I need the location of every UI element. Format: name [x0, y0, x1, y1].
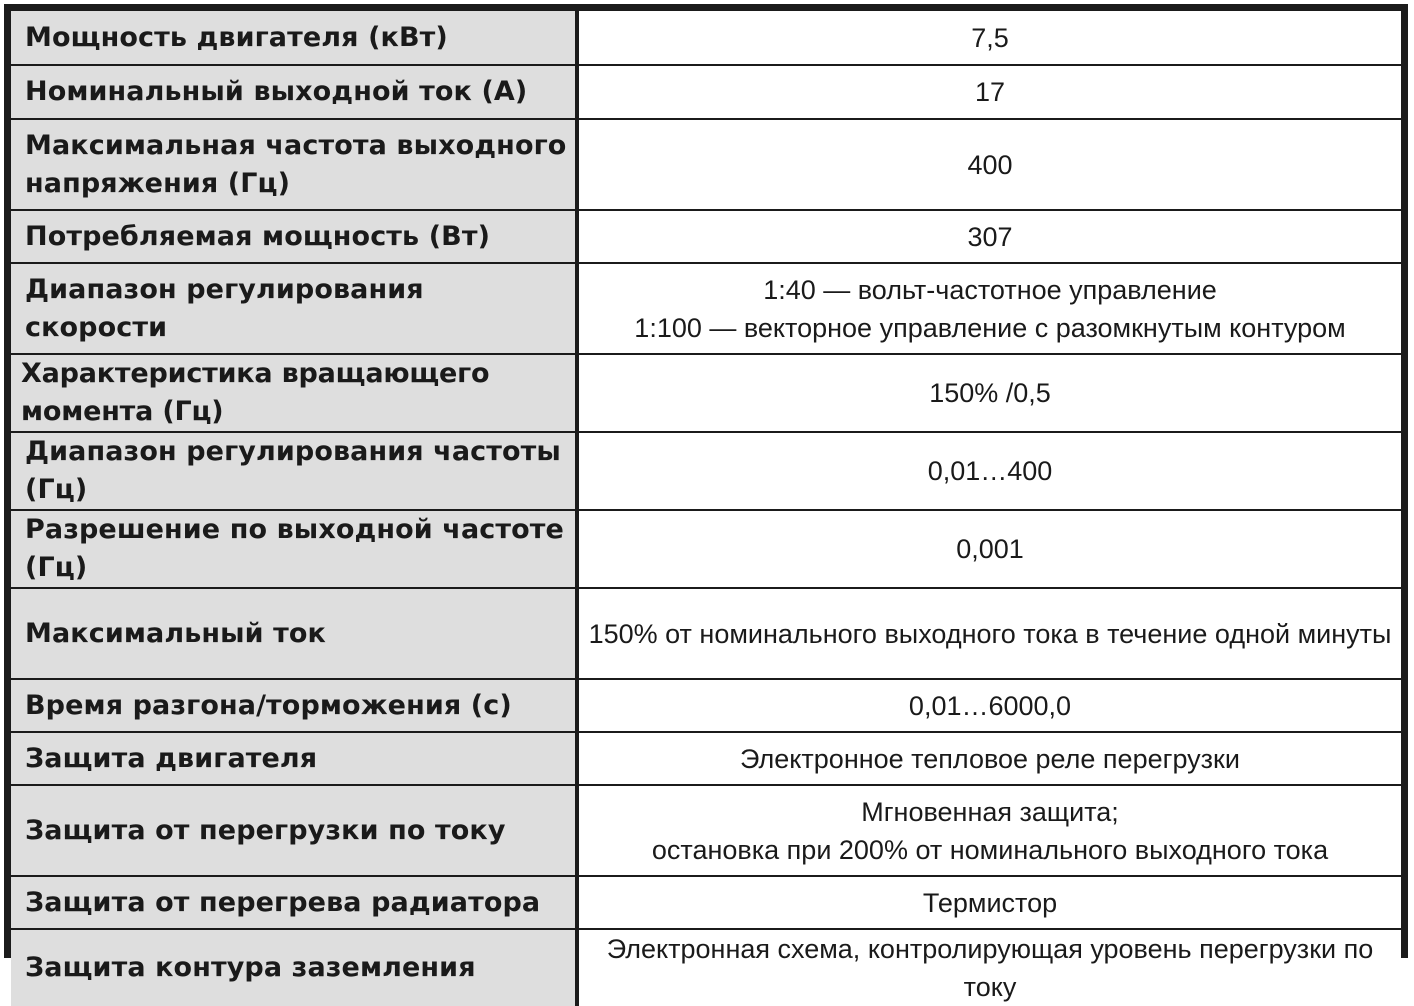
- row-label: Разрешение по выходной частоте (Гц): [11, 509, 579, 587]
- row-value: 17: [579, 64, 1401, 118]
- row-label: Защита от перегрева радиатора: [11, 875, 579, 928]
- row-label: Диапазон регулирования частоты (Гц): [11, 431, 579, 509]
- row-label: Диапазон регулирования скорости: [11, 262, 579, 353]
- row-value: Мгновенная защита; остановка при 200% от номинального выходного тока: [579, 784, 1401, 875]
- row-value: 0,01…6000,0: [579, 678, 1401, 731]
- spec-table-frame: [4, 4, 1408, 1002]
- row-value: 307: [579, 209, 1401, 262]
- row-value: 0,001: [579, 509, 1401, 587]
- table-row: [11, 509, 1401, 587]
- row-label: Максимальный ток: [11, 587, 579, 678]
- table-row: [11, 118, 1401, 209]
- row-value: 400: [579, 118, 1401, 209]
- row-label: Защита от перегрузки по току: [11, 784, 579, 875]
- row-label: Потребляемая мощность (Вт): [11, 209, 579, 262]
- table-row: [11, 11, 1401, 64]
- row-label: Номинальный выходной ток (А): [11, 64, 579, 118]
- row-label: Защита контура заземления: [11, 928, 579, 1006]
- table-row: [11, 431, 1401, 509]
- row-value: 150% /0,5: [579, 353, 1401, 431]
- table-row: [11, 209, 1401, 262]
- row-value: 7,5: [579, 11, 1401, 64]
- row-label: Мощность двигателя (кВт): [11, 11, 579, 64]
- table-row: [11, 587, 1401, 678]
- table-row: [11, 262, 1401, 353]
- spec-table: [11, 11, 1401, 1006]
- table-row: [11, 784, 1401, 875]
- table-row: [11, 928, 1401, 1006]
- row-label: Защита двигателя: [11, 731, 579, 784]
- row-value: 0,01…400: [579, 431, 1401, 509]
- row-value: 1:40 — вольт-частотное управление 1:100 — векторное управление с разомкнутым контуром: [579, 262, 1401, 353]
- table-row: [11, 64, 1401, 118]
- table-row: [11, 678, 1401, 731]
- row-value: Электронная схема, контролирующая уровень перегрузки по току: [579, 928, 1401, 1006]
- table-row: [11, 731, 1401, 784]
- table-row: [11, 875, 1401, 928]
- row-value: Термистор: [579, 875, 1401, 928]
- table-row: [11, 353, 1401, 431]
- row-label: Максимальная частота выходного напряжения (Гц): [11, 118, 579, 209]
- row-label: Характеристика вращающего момента (Гц): [11, 353, 579, 431]
- row-label: Время разгона/торможения (с): [11, 678, 579, 731]
- row-value: Электронное тепловое реле перегрузки: [579, 731, 1401, 784]
- row-value: 150% от номинального выходного тока в течение одной минуты: [579, 587, 1401, 678]
